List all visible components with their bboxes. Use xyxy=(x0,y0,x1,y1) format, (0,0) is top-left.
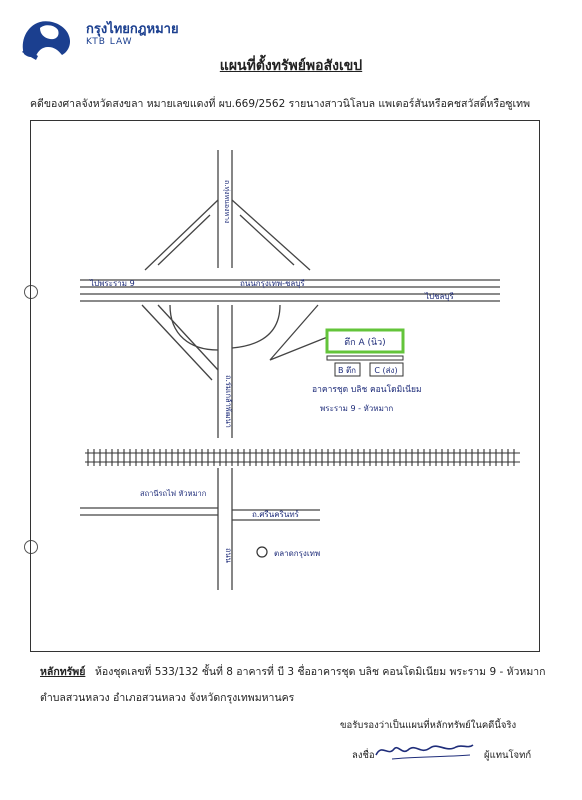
document-title: แผนที่ตั้งทรัพย์พอสังเขป xyxy=(219,58,363,74)
asset-heading: หลักทรัพย์ xyxy=(40,666,86,678)
bottom-vertical-label: ถนน xyxy=(224,548,233,563)
brand-name-thai: กรุงไทยกฎหมาย xyxy=(86,22,179,37)
railway-line xyxy=(85,449,520,466)
vertical-road-label: ถ.ร่มเกล้าพัฒนา xyxy=(224,375,233,428)
target-building-label: ตึก A (นิว) xyxy=(344,338,386,348)
north-road-label: ถ.ทุ่งหนองหาง xyxy=(223,180,231,224)
landmark-circle-icon xyxy=(257,547,267,557)
bottom-road-label: ถ.ศรีนครินทร์ xyxy=(252,510,299,519)
certification-text: ขอรับรองว่าเป็นแผนที่หลักทรัพย์ในคดีนี้จริง xyxy=(340,720,517,731)
landmark-label: ตลาดกรุงเทพ xyxy=(274,549,321,558)
building-b-label: B ตึก xyxy=(337,366,357,375)
signature-label: ลงชื่อ xyxy=(352,750,375,761)
station-label: สถานีรถไฟ หัวหมาก xyxy=(140,489,207,498)
handwritten-signature xyxy=(372,735,477,763)
brand-name-english: KTB LAW xyxy=(86,37,133,47)
highway-label-left: ไปพระราม 9 xyxy=(90,279,135,288)
building-sub-label: พระราม 9 - หัวหมาก xyxy=(320,404,394,413)
case-description: คดีของศาลจังหวัดสงขลา หมายเลขแดงที่ ผบ.669/2562 รายนางสาวนิโลบล แพเตอร์สันหรือคชสวัสดิ์หรือซูเทพ xyxy=(30,98,530,110)
asset-address-line2: ตำบลสวนหลวง อำเภอสวนหลวง จังหวัดกรุงเทพมหานคร xyxy=(40,692,295,704)
location-map xyxy=(30,120,540,652)
building-name-label: อาคารชุด บลิช คอนโดมิเนียม xyxy=(312,385,422,395)
signer-role: ผู้แทนโจทก์ xyxy=(484,750,532,761)
asset-address-line1: ห้องชุดเลขที่ 533/132 ชั้นที่ 8 อาคารที่ บี 3 ชื่ออาคารชุด บลิช คอนโดมิเนียม พระราม 9 - หัวหมาก xyxy=(95,666,546,678)
building-c-label: C (ส่ง) xyxy=(374,366,398,375)
road-network xyxy=(80,150,500,590)
highway-label-right: ไปชลบุรี xyxy=(425,292,454,301)
highway-label-mid: ถนนกรุงเทพ-ชลบุรี xyxy=(240,279,305,288)
